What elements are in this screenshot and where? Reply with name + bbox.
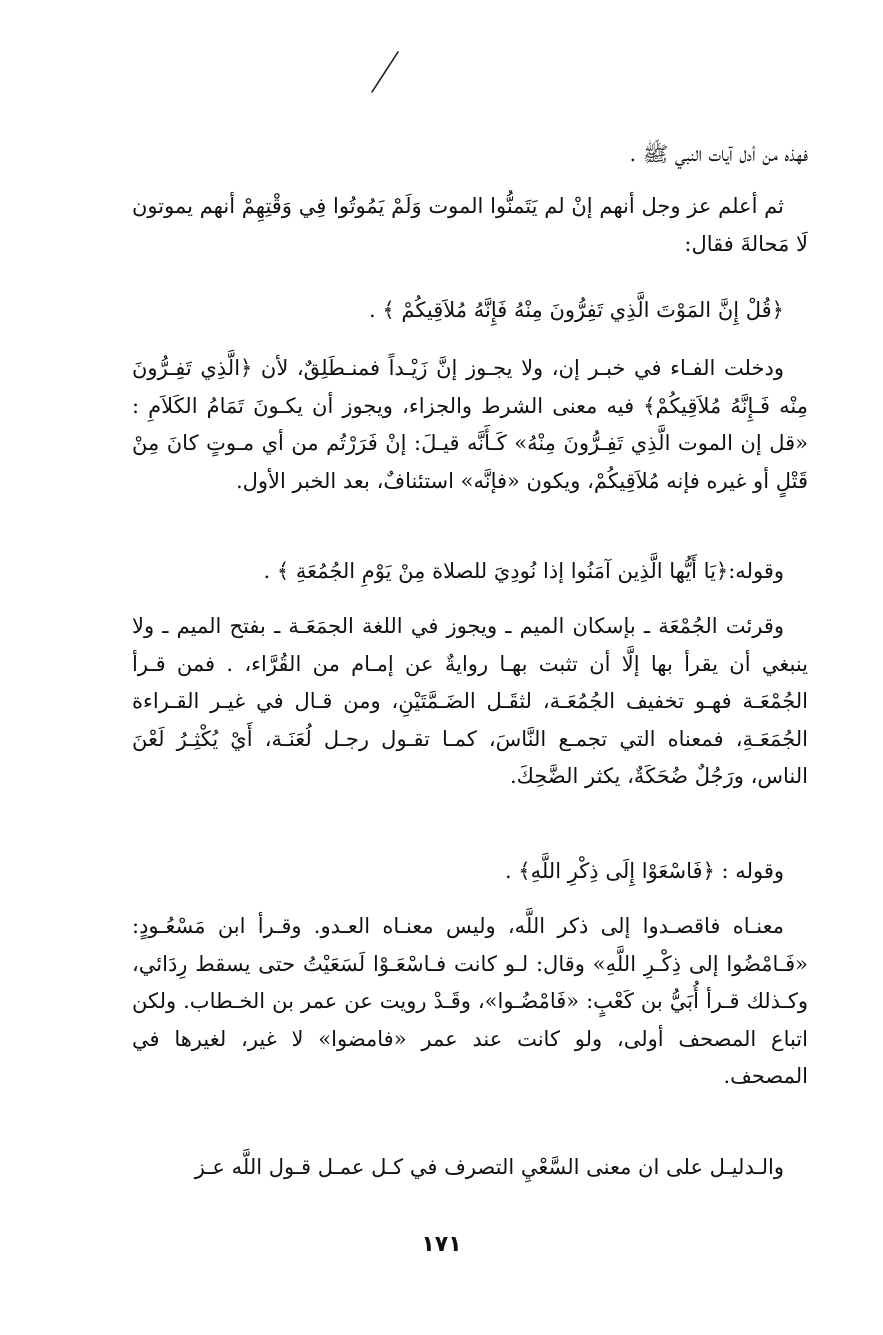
paragraph-4: وقرئت الجُمْعَة ـ بإسكان الميم ـ ويجوز في اللغة الجمَعَـة ـ بفتح الميم ـ ولا ينبغي أن يقرأ بها إلَّا أن تثبت بهـا روايةٌ عن إمـام من القُرَّاء، . فمن قـرأ الجُمْعَـة فهـو تخفيف الجُمُعَـة، لثقَـل الضَـمَّتَيْنِ، ومن قـال في غيـر القـراءة الجُمَعَـةِ، فمعناه التي تجمـع النَّاسَ، كمـا تقـول رجـل لُعَنَـة، أَيْ يُكْثِـرُ لَعْنَ الناس، ورَجُلٌ ضُحَكَةٌ، يكثر الضَّحِكَ. (132, 614, 808, 788)
paragraph-2: ثم أعلم عز وجل أنهم إنْ لم يَتَمنُّوا الموت وَلَمْ يَمُوتُوا فِي وَقْتِهِمْ أنهم يموتون لَا مَحالةَ فقال: (132, 194, 808, 256)
paragraph-1: فهذه من أدل آيات النبي ﷺ . (629, 142, 808, 166)
page-number: ١٧١ (421, 1232, 462, 1257)
paragraph-6: والـدليـل على ان معنى السَّعْيِ التصرف في كـل عمـل قـول اللَّه عـز (194, 1155, 784, 1179)
pen-stroke-mark (366, 48, 406, 98)
paragraph-3: ودخلت الفـاء في خبـر إن، ولا يجـوز إنَّ زَيْـداً فمنـطَلِقٌ، لأن ﴿الَّذِي تَفِـرُّونَ مِنْه فَـإِنَّهُ مُلاَقِيكُمْ﴾ فيه معنى الشرط والجزاء، ويجوز أن يكـونَ تَمَامُ الكَلاَمِ : «قل إن الموت الَّذِي تَفِـرُّونَ مِنْهُ» كَـأَنَّه قيـلَ: إنْ فَرَرْتُم من أي مـوتٍ كانَ مِنْ قَتْلٍ أو غيره فإنه مُلاَقِيكُمْ، ويكون «فإنَّه» استئنافٌ، بعد الخبر الأول. (132, 356, 808, 493)
quran-verse-1: ﴿قُلْ إِنَّ المَوْتَ الَّذِي تَفِرُّونَ مِنْهُ فَإِنَّهُ مُلاَقِيكُمْ ﴾ . (369, 298, 784, 322)
quran-verse-2: وقوله:﴿يَا أَيُّها الَّذِين آمَنُوا إذا نُودِيَ للصلاة مِنْ يَوْمِ الجُمُعَةِ ﴾ . (263, 559, 784, 583)
paragraph-5: معنـاه فاقصـدوا إلى ذكر اللَّه، وليس معنـاه العـدو. وقـرأ ابن مَسْعُـودٍ: «فَـامْضُوا إلى ذِكْـرِ اللَّهِ» وقال: لـو كانت فـاسْعَـوْا لَسَعَيْتُ حتى يسقط رِدَائي، وكـذلك قـرأ أُبَيُّ بن كَعْبٍ: «فَامْضُـوا»، وقَـدْ رويت عن عمر بن الخـطاب. ولكن اتباع المصحف أولى، ولو كانت عند عمر «فامضوا» لا غير، لغيرها في المصحف. (132, 914, 808, 1088)
quran-verse-3: وقوله : ﴿فَاسْعَوْا إِلَى ذِكْرِ اللَّهِ﴾ . (504, 859, 784, 883)
